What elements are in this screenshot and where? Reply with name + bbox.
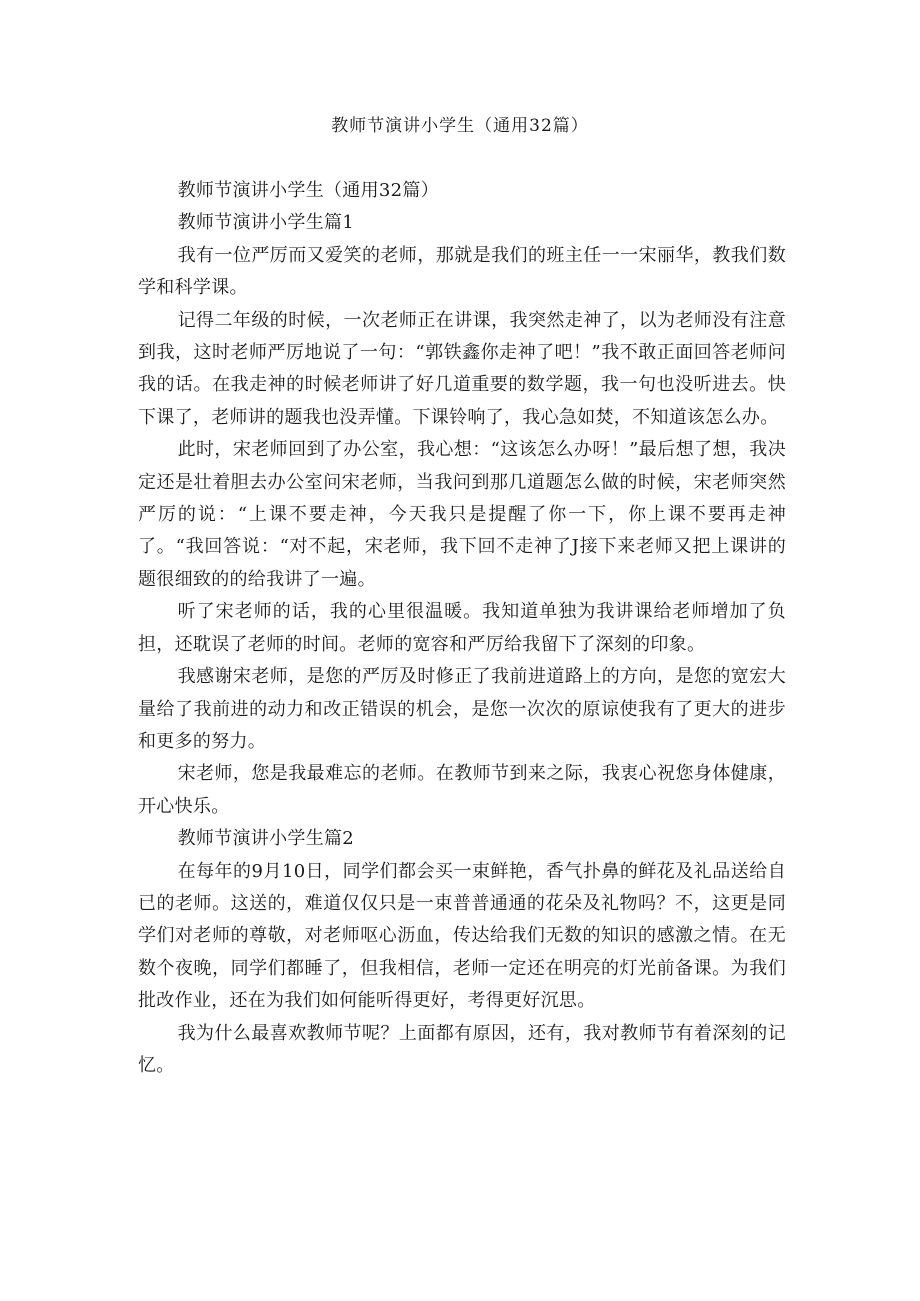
paragraph: 我感谢宋老师，是您的严厉及时修正了我前进道路上的方向，是您的宽宏大量给了我前进的动力和改正错误的机会，是您一次次的原谅使我有了更大的进步和更多的努力。 bbox=[138, 666, 786, 752]
section-heading: 教师节演讲小学生篇1 bbox=[177, 212, 355, 234]
paragraph: 在每年的9月10日，同学们都会买一束鲜艳，香气扑鼻的鲜花及礼品送给自已的老师。这送的，难道仅仅只是一束普普通通的花朵及礼物吗？不，这更是同学们对老师的尊敬，对老师呕心沥血，传达给我们无数的知识的感激之情。在无数个夜晚，同学们都睡了，但我相信，老师一定还在明亮的灯光前备课。为我们批改作业，还在为我们如何能听得更好，考得更好沉思。 bbox=[138, 860, 786, 1012]
document-body bbox=[138, 175, 786, 1082]
paragraph: 此时，宋老师回到了办公室，我心想：“这该怎么办呀！”最后想了想，我决定还是壮着胆去办公室问宋老师，当我问到那几道题怎么做的时候，宋老师突然严厉的说：“上课不要走神，今天我只是提醒了你一下，你上课不要再走神了。“我回答说：“对不起，宋老师，我下回不走神了J接下来老师又把上课讲的题很细致的的给我讲了一遍。 bbox=[138, 439, 786, 590]
paragraph: 宋老师，您是我最难忘的老师。在教师节到来之际，我衷心祝您身体健康，开心快乐。 bbox=[138, 763, 786, 817]
paragraph: 记得二年级的时候，一次老师正在讲课，我突然走神了，以为老师没有注意到我，这时老师严厉地说了一句：“郭铁鑫你走神了吧！”我不敢正面回答老师问我的话。在我走神的时候老师讲了好几道重要的数学题，我一句也没听进去。快下课了，老师讲的题我也没弄懂。下课铃响了，我心急如焚，不知道该怎么办。 bbox=[138, 309, 786, 428]
document-title: 教师节演讲小学生（通用32篇） bbox=[331, 116, 589, 136]
section-heading: 教师节演讲小学生（通用32篇） bbox=[177, 180, 439, 201]
section-heading: 教师节演讲小学生篇2 bbox=[177, 828, 355, 850]
paragraph: 听了宋老师的话，我的心里很温暖。我知道单独为我讲课给老师增加了负担，还耽误了老师的时间。老师的宽容和严厉给我留下了深刻的印象。 bbox=[138, 601, 786, 655]
paragraph: 我为什么最喜欢教师节呢？上面都有原因，还有，我对教师节有着深刻的记忆。 bbox=[138, 1022, 786, 1076]
paragraph: 我有一位严厉而又爱笑的老师，那就是我们的班主任一一宋丽华，教我们数学和科学课。 bbox=[138, 244, 786, 299]
